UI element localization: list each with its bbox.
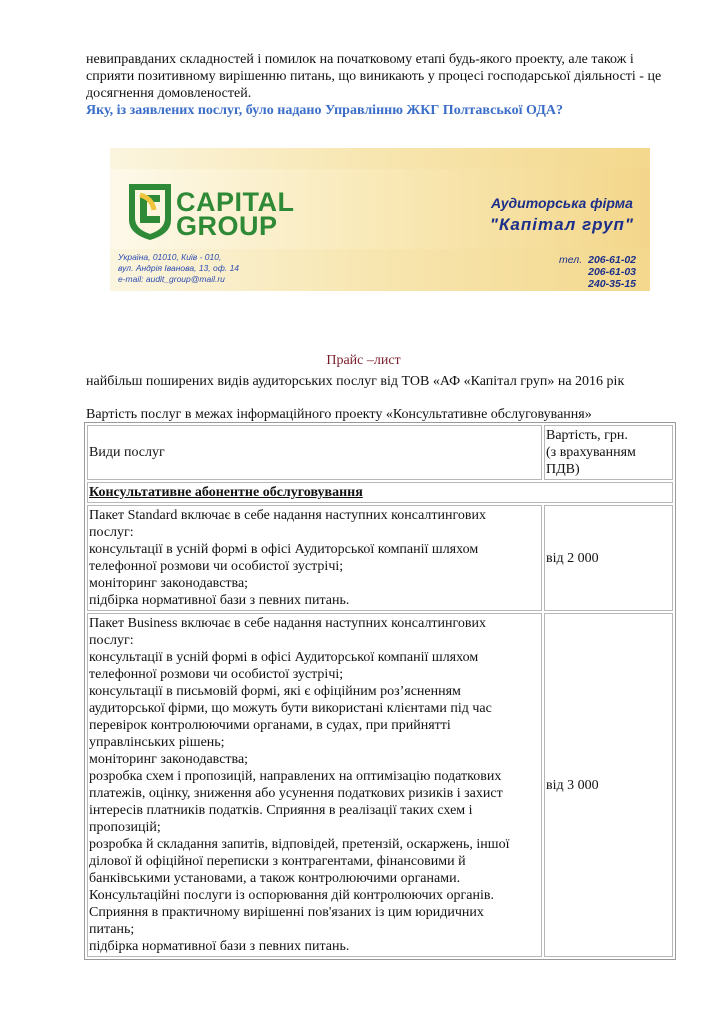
description-line: Сприяння в практичному вирішенні пов'язаних із цим юридичних <box>89 905 484 920</box>
cost-description: Вартість послуг в межах інформаційного проекту «Консультативне обслуговування» <box>86 407 592 422</box>
logo-wordmark <box>176 187 295 241</box>
service-description <box>87 613 542 957</box>
intro-line: невиправданих складностей і помилок на початковому етапі будь-якого проекту, але також і <box>86 52 634 67</box>
firm-name: "Капітал груп" <box>489 215 634 234</box>
description-line: послуг: <box>89 633 134 648</box>
description-line: платежів, оцінку, зниження або усунення податкових ризиків і захист <box>89 786 503 801</box>
phone-number: 240-35-15 <box>588 278 636 290</box>
section-row <box>87 482 673 503</box>
header-cost-line: (з врахуванням ПДВ) <box>546 445 636 477</box>
description-line: управлінських рішень; <box>89 735 225 750</box>
description-line: телефонної розмови чи особистої зустрічі; <box>89 559 344 574</box>
description-line: розробка й складання запитів, відповідей, претензій, оскаржень, іншої <box>89 837 510 852</box>
intro-paragraph <box>86 51 686 119</box>
description-line: телефонної розмови чи особистої зустрічі; <box>89 667 344 682</box>
description-line: моніторинг законодавства; <box>89 576 249 591</box>
description-line: інтересів платників податків. Сприяння в реалізації таких схем і <box>89 803 473 818</box>
intro-line: сприяти позитивному вирішенню питань, що виникають у процесі господарської діяльності - це <box>86 69 662 84</box>
company-banner <box>110 148 650 291</box>
description-line: консультації в усній формі в офісі Аудиторської компанії шляхом <box>89 542 479 557</box>
description-line: підбірка нормативної бази з певних питань. <box>89 593 350 608</box>
phones-block <box>559 254 636 290</box>
firm-block <box>490 194 634 238</box>
description-line: перевірок контролюючими органами, в судах, при прийнятті <box>89 718 451 733</box>
price-list-title: Прайс –лист <box>326 353 401 368</box>
description-line: консультації в письмовій формі, які є офіційним роз’ясненням <box>89 684 461 699</box>
description-line: Пакет Standard включає в себе надання наступних консалтингових <box>89 508 487 523</box>
email-line: e-mail: audit_group@mail.ru <box>118 274 225 284</box>
capital-group-logo-icon <box>126 180 174 242</box>
description-line: пропозицій; <box>89 820 161 835</box>
description-line: послуг: <box>89 525 134 540</box>
price-table <box>84 422 676 960</box>
intro-line: досягнення домовленостей. <box>86 86 252 101</box>
description-line: розробка схем і пропозицій, направлених на оптимізацію податкових <box>89 769 502 784</box>
phone-number: 206-61-02 <box>588 254 636 266</box>
table-row <box>87 613 673 957</box>
description-line: ділової й офіційної переписки з контрагентами, фінансовими й <box>89 854 466 869</box>
service-description <box>87 505 542 611</box>
phone-label: тел. <box>559 254 583 266</box>
address-line: Україна, 01010, Київ - 010, <box>118 252 222 262</box>
description-line: Пакет Business включає в себе надання наступних консалтингових <box>89 616 487 631</box>
firm-type: Аудиторська фірма <box>490 195 633 211</box>
address-block <box>118 252 239 285</box>
logo-line-1: CAPITAL <box>176 187 295 217</box>
question-heading: Яку, із заявлених послуг, було надано Управлінню ЖКГ Полтавської ОДА? <box>86 103 563 118</box>
logo-line-2: GROUP <box>176 211 278 241</box>
section-title: Консультативне абонентне обслуговування <box>89 485 363 500</box>
table-row <box>87 505 673 611</box>
service-price: від 3 000 <box>544 613 673 957</box>
description-line: питань; <box>89 922 135 937</box>
description-line: аудиторської фірми, що можуть бути використані клієнтами під час <box>89 701 492 716</box>
section-cell <box>87 482 673 503</box>
description-line: консультації в усній формі в офісі Аудиторської компанії шляхом <box>89 650 479 665</box>
price-list-subtitle: найбільш поширених видів аудиторських послуг від ТОВ «АФ «Капітал груп» на 2016 рік <box>86 374 625 389</box>
service-price: від 2 000 <box>544 505 673 611</box>
phone-number: 206-61-03 <box>588 266 636 278</box>
description-line: банківськими установами, а також контролюючими органами. <box>89 871 461 886</box>
description-line: Консультаційні послуги із оспорювання дій контролюючих органів. <box>89 888 494 903</box>
table-header-row <box>87 425 673 480</box>
header-cost <box>544 425 673 480</box>
description-line: підбірка нормативної бази з певних питань. <box>89 939 350 954</box>
header-services: Види послуг <box>87 425 542 480</box>
address-line: вул. Андрія Іванова, 13, оф. 14 <box>118 263 240 273</box>
header-cost-line: Вартість, грн. <box>546 428 628 443</box>
description-line: моніторинг законодавства; <box>89 752 249 767</box>
